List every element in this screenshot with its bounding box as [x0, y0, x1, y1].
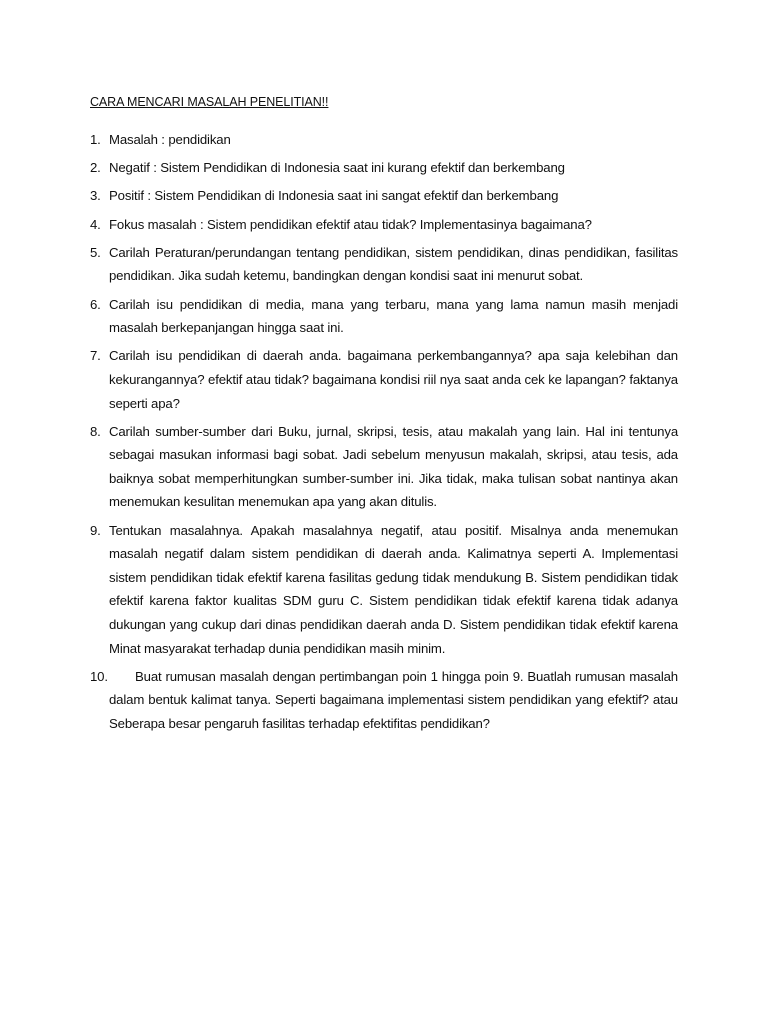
item-text: Negatif : Sistem Pendidikan di Indonesia saat ini kurang efektif dan berkembang [109, 160, 565, 176]
item-text: Carilah isu pendidikan di daerah anda. bagaimana perkembangannya? apa saja kelebihan dan kekurangannya? efektif atau tidak? bagaimana kondisi riil nya saat anda cek ke lapangan? faktanya seperti apa? [109, 348, 678, 411]
item-number: 2. [90, 160, 101, 176]
item-text: Carilah sumber-sumber dari Buku, jurnal, skripsi, tesis, atau makalah yang lain. Hal ini tentunya sebagai masukan informasi bagi sobat. Jadi sebelum menyusun makalah, skripsi, atau tesis, ada baiknya sobat memperhitungkan sumber-sumber ini. Jika tidak, maka tulisan sobat nantinya akan menemukan kesulitan menemukan apa yang akan ditulis. [109, 423, 678, 510]
item-number: 3. [90, 188, 101, 204]
item-number: 7. [90, 348, 101, 364]
item-number: 9. [90, 522, 101, 538]
item-number: 4. [90, 216, 101, 232]
list-item-8 [90, 420, 678, 514]
item-text: Buat rumusan masalah dengan pertimbangan poin 1 hingga poin 9. Buatlah rumusan masalah dalam bentuk kalimat tanya. Seperti bagaimana implementasi sistem pendidikan yang efektif? atau Seberapa besar pengaruh fasilitas terhadap efektifitas pendidikan? [109, 668, 678, 731]
list-item-9 [90, 519, 678, 661]
list-item-2 [90, 156, 678, 180]
document-title: CARA MENCARI MASALAH PENELITIAN!! [90, 95, 329, 109]
list-item-4 [90, 213, 678, 237]
list-item-7 [90, 344, 678, 415]
item-number: 10. [90, 668, 108, 684]
item-text: Positif : Sistem Pendidikan di Indonesia saat ini sangat efektif dan berkembang [109, 188, 559, 204]
list-item-10 [90, 665, 678, 736]
item-number: 1. [90, 132, 101, 147]
list-item-5 [90, 241, 678, 288]
item-text: Masalah : pendidikan [109, 132, 231, 147]
item-text: Carilah Peraturan/perundangan tentang pendidikan, sistem pendidikan, dinas pendidikan, fasilitas pendidikan. Jika sudah ketemu, bandingkan dengan kondisi saat ini menurut sobat. [109, 244, 678, 284]
item-number: 8. [90, 423, 101, 439]
list-item-3 [90, 184, 678, 208]
list-item-6 [90, 293, 678, 340]
list-item-1 [90, 128, 678, 152]
steps-list [90, 128, 678, 740]
item-text: Fokus masalah : Sistem pendidikan efektif atau tidak? Implementasinya bagaimana? [109, 216, 592, 232]
item-number: 6. [90, 296, 101, 312]
item-text: Carilah isu pendidikan di media, mana yang terbaru, mana yang lama namun masih menjadi masalah berkepanjangan hingga saat ini. [109, 296, 678, 336]
item-text: Tentukan masalahnya. Apakah masalahnya negatif, atau positif. Misalnya anda menemukan masalah negatif dalam sistem pendidikan di daerah anda. Kalimatnya seperti A. Implementasi sistem pendidikan tidak efektif karena fasilitas gedung tidak mendukung B. Sistem pendidikan tidak efektif karena faktor kualitas SDM guru C. Sistem pendidikan tidak efektif karena tidak adanya dukungan yang cukup dari dinas pendidikan daerah anda D. Sistem pendidikan tidak efektif karena Minat masyarakat terhadap dunia pendidikan masih minim. [109, 522, 678, 656]
item-number: 5. [90, 244, 101, 260]
